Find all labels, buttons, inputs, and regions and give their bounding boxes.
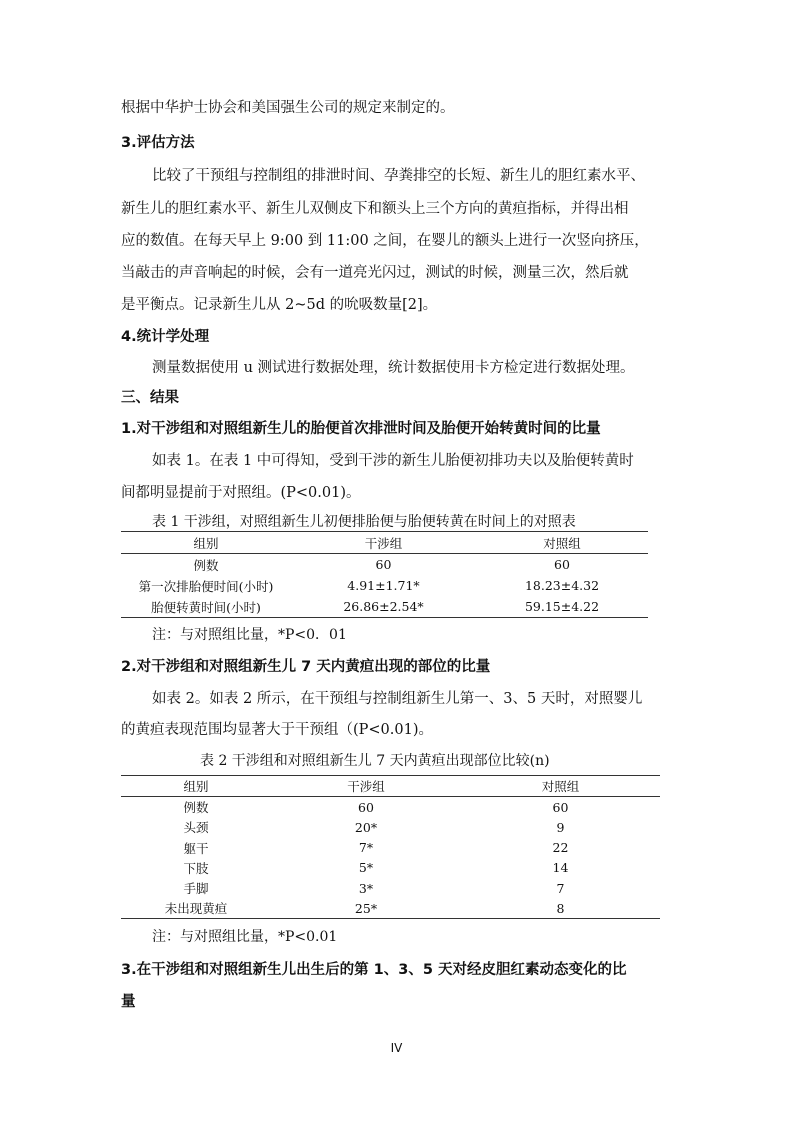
- paragraph-line: 间都明显提前于对照组。(P<0.01)。: [121, 485, 361, 501]
- table-cell: 9: [556, 819, 565, 835]
- table-cell: 下肢: [183, 860, 209, 876]
- table-cell: 躯干: [183, 840, 209, 856]
- table-cell: 5*: [358, 860, 374, 876]
- table-row: [121, 878, 660, 898]
- table-cell: 手脚: [183, 881, 209, 897]
- table2: [121, 775, 660, 919]
- table-cell: 22: [552, 840, 569, 856]
- table-header-cell: 对照组: [476, 532, 648, 554]
- paragraph-line: 根据中华护士协会和美国强生公司的规定来制定的。: [121, 100, 455, 116]
- table2-caption: 表 2 干涉组和对照组新生儿 7 天内黄疸出现部位比较(n): [200, 753, 550, 769]
- table-cell: 26.86±2.54*: [343, 599, 424, 614]
- table-header-cell: 干涉组: [291, 532, 476, 554]
- section-heading: 量: [121, 994, 136, 1010]
- table-cell: 60: [358, 799, 374, 815]
- table-cell: 未出现黄疸: [164, 901, 228, 917]
- table-row: [121, 838, 660, 858]
- table-cell: 7: [556, 880, 565, 896]
- section-heading: 三、结果: [121, 390, 179, 406]
- table-cell: 4.91±1.71*: [347, 578, 420, 593]
- table-cell: 20*: [354, 819, 378, 835]
- paragraph-line: 应的数值。在每天早上 9:00 到 11:00 之间，在婴儿的额头上进行一次竖向挤压，: [121, 233, 649, 249]
- table-row: [121, 797, 660, 818]
- paragraph-line: 如表 1。在表 1 中可得知，受到干涉的新生儿胎便初排功夫以及胎便转黄时: [152, 453, 634, 469]
- table-header-row: [121, 776, 660, 797]
- table-cell: 胎便转黄时间(小时): [151, 599, 261, 615]
- section-heading: 3.评估方法: [121, 135, 195, 151]
- page-number: IV: [390, 1041, 403, 1055]
- table-cell: 59.15±4.22: [524, 599, 600, 614]
- table-row: [121, 554, 648, 576]
- paragraph-line: 当敲击的声音响起的时候，会有一道亮光闪过，测试的时候，测量三次，然后就: [121, 265, 629, 281]
- table-cell: 3*: [358, 880, 374, 896]
- table-header-cell: 干涉组: [271, 776, 461, 797]
- table-cell: 头颈: [183, 820, 209, 836]
- table-row: [121, 898, 660, 919]
- paragraph-line: 新生儿的胆红素水平、新生儿双侧皮下和额头上三个方向的黄疸指标，并得出相: [121, 201, 629, 217]
- section-heading: 3.在干涉组和对照组新生儿出生后的第 1、3、5 天对经皮胆红素动态变化的比: [121, 962, 627, 978]
- table-cell: 第一次排胎便时间(小时): [138, 578, 274, 594]
- section-heading: 1.对干涉组和对照组新生儿的胎便首次排泄时间及胎便开始转黄时间的比量: [121, 421, 601, 437]
- table-row: [121, 596, 648, 618]
- table-cell: 7*: [358, 840, 374, 856]
- paragraph-line: 是平衡点。记录新生儿从 2~5d 的吮吸数量[2]。: [121, 297, 438, 313]
- paragraph-line: 测量数据使用 u 测试进行数据处理，统计数据使用卡方检定进行数据处理。: [152, 360, 635, 376]
- table-cell: 60: [375, 557, 392, 572]
- table-row: [121, 858, 660, 878]
- table-cell: 18.23±4.32: [524, 578, 600, 593]
- table-header-cell: 组别: [121, 776, 271, 797]
- table-cell: 8: [556, 900, 565, 916]
- table-cell: 60: [554, 557, 570, 572]
- table1-caption: 表 1 干涉组，对照组新生儿初便排胎便与胎便转黄在时间上的对照表: [152, 514, 576, 530]
- paragraph-line: 如表 2。如表 2 所示，在干预组与控制组新生儿第一、3、5 天时，对照婴儿: [152, 691, 643, 707]
- table-cell: 14: [552, 860, 569, 876]
- paragraph-line: 比较了干预组与控制组的排泄时间、孕粪排空的长短、新生儿的胆红素水平、: [152, 168, 645, 184]
- table-cell: 25*: [354, 900, 378, 916]
- table-header-cell: 组别: [121, 532, 291, 554]
- table-row: [121, 575, 648, 596]
- section-heading: 4.统计学处理: [121, 329, 210, 345]
- table-cell: 60: [552, 799, 569, 815]
- paragraph-line: 的黄疸表现范围均显著大于干预组（(P<0.01)。: [121, 722, 434, 738]
- table-header-cell: 对照组: [461, 776, 660, 797]
- section-heading: 2.对干涉组和对照组新生儿 7 天内黄疸出现的部位的比量: [121, 659, 491, 675]
- table-row: [121, 817, 660, 837]
- table1-note: 注：与对照组比量，*P<0．01: [152, 627, 347, 643]
- table-cell: 例数: [183, 800, 209, 816]
- table-header-row: [121, 532, 648, 554]
- table-cell: 例数: [193, 557, 219, 573]
- table2-note: 注：与对照组比量，*P<0.01: [152, 929, 338, 945]
- table1: [121, 531, 648, 618]
